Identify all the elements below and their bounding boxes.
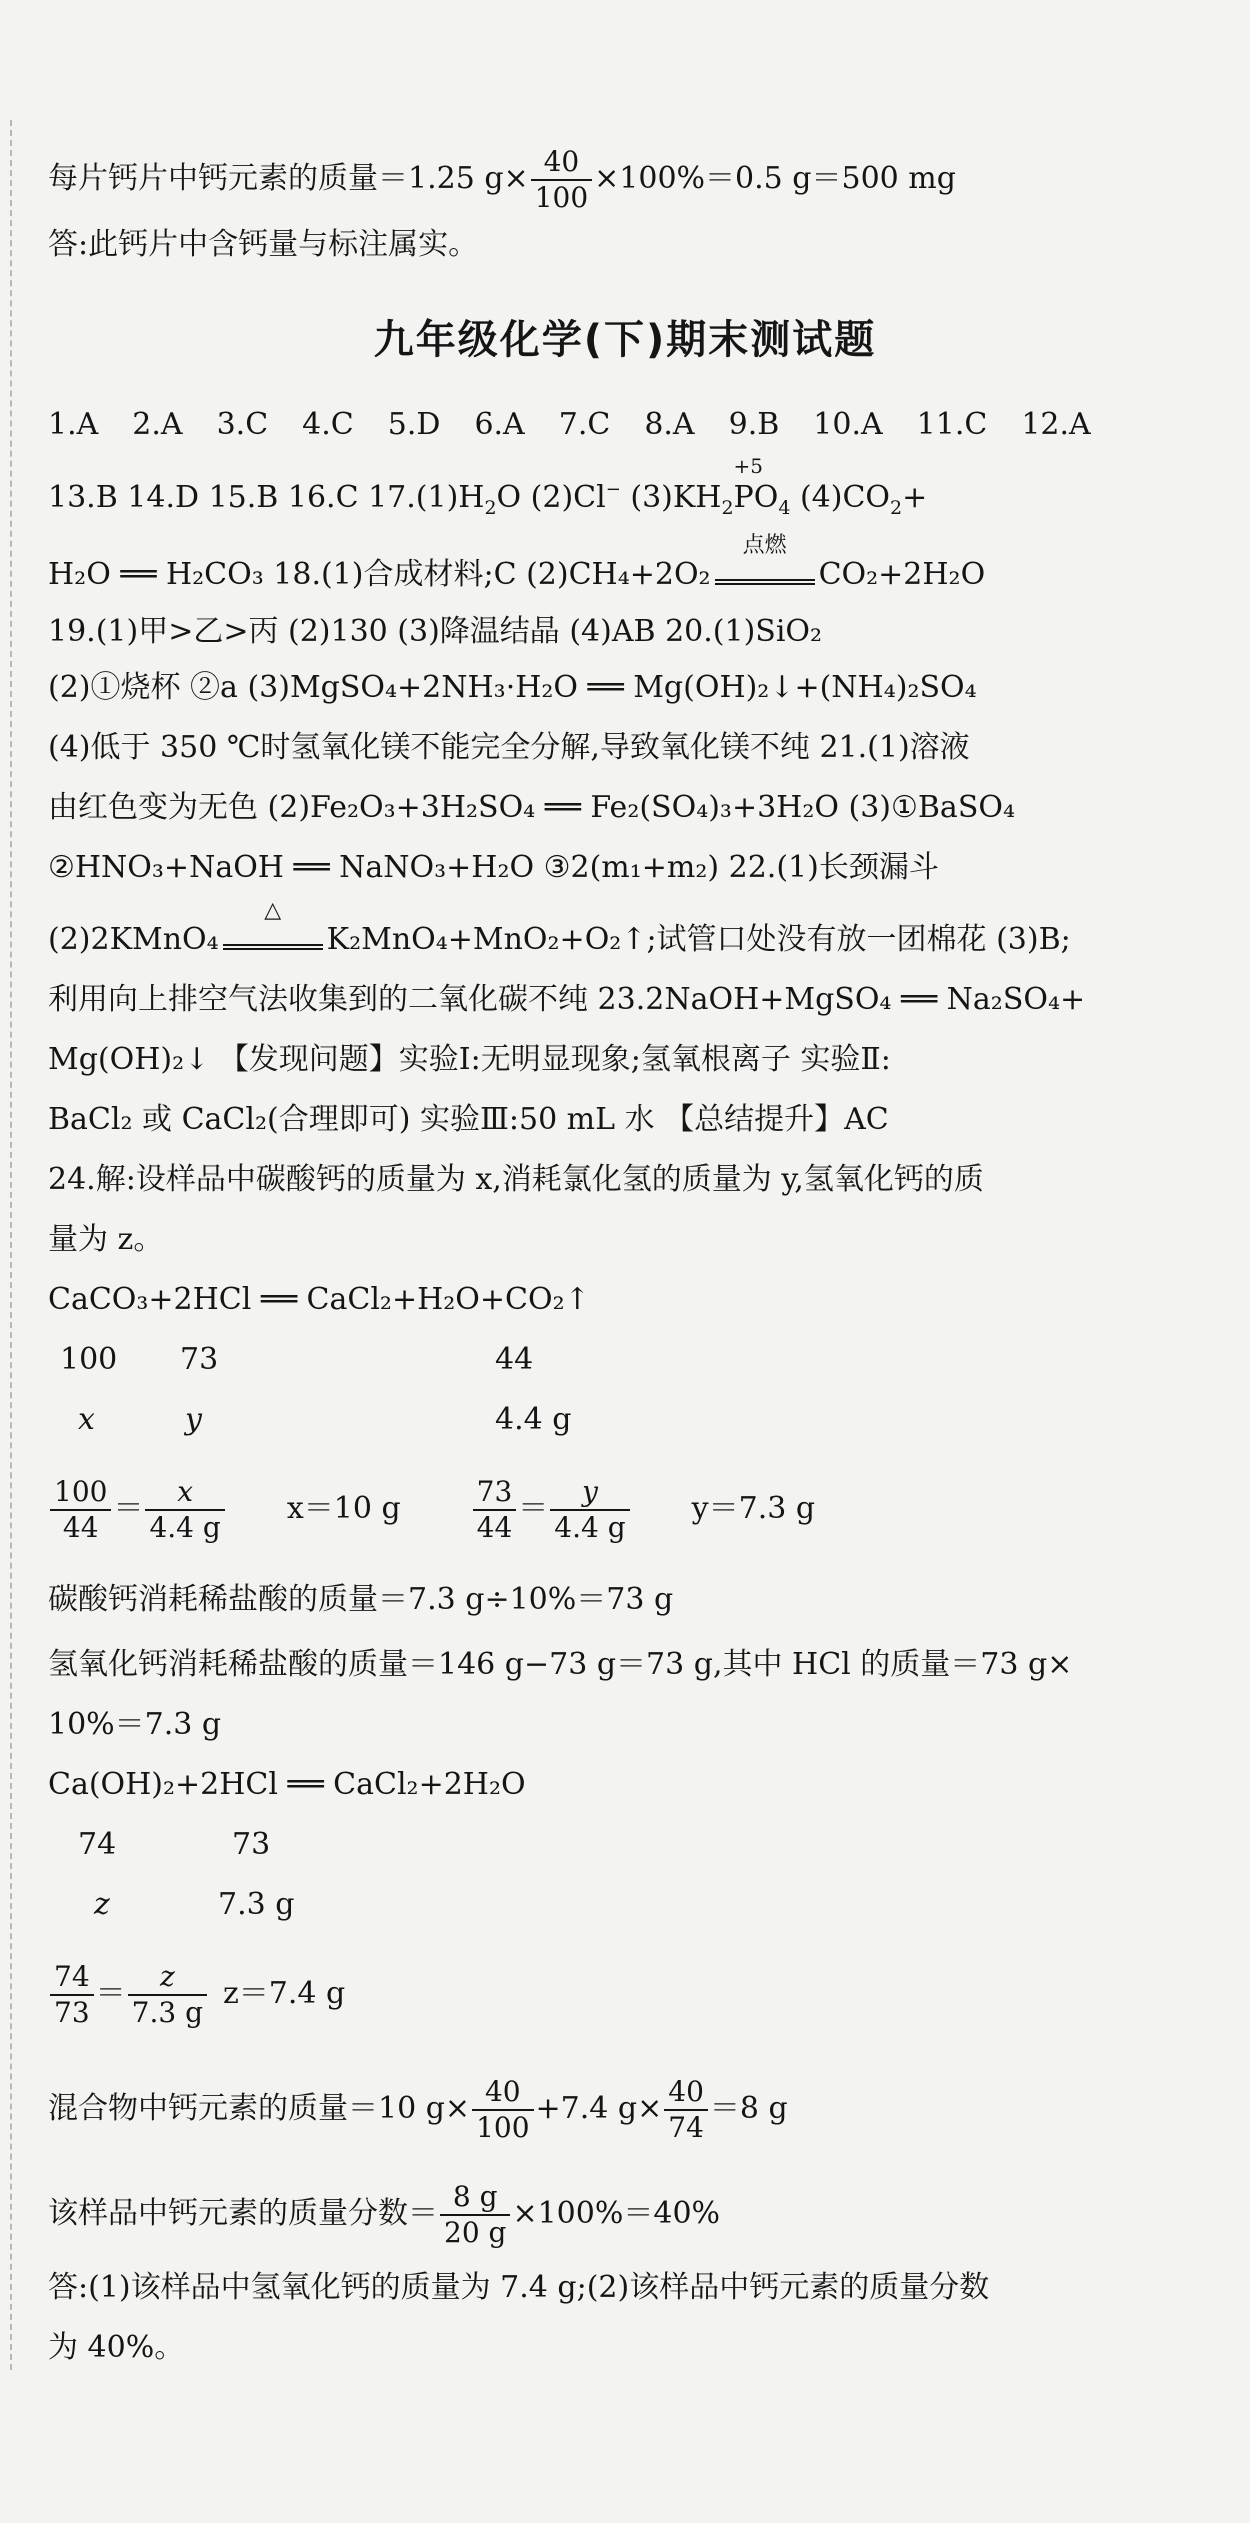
answer-item: 1.A [48,407,99,442]
eq2-coef-caoh2: 74 [78,1827,117,1862]
line-a: 碳酸钙消耗稀盐酸的质量＝7.3 g÷10%＝73 g [48,1582,674,1617]
equation-1: CaCO₃+2HCl ══ CaCl₂+H₂O+CO₂↑ [48,1282,590,1317]
percentage-line: 该样品中钙元素的质量分数＝ $\frac{8 g}{20 g}$ ×100%＝40% [48,2180,721,2249]
answers-row-13: 24.解:设样品中碳酸钙的质量为 x,消耗氯化氢的质量为 y,氢氧化钙的质 [48,1162,984,1197]
answers-row-8: ②HNO₃+NaOH ══ NaNO₃+H₂O ③2(m₁+m₂) 22.(1)长颈漏斗 [48,850,939,885]
margin-dashed-rule [10,120,12,2370]
calcium-mass-line: 每片钙片中钙元素的质量＝1.25 g× $\frac{40}{100}$ ×100%＝0.5 g＝500 mg [48,145,956,214]
answers-row-4: 19.(1)甲>乙>丙 (2)130 (3)降温结晶 (4)AB 20.(1)SiO₂ [48,614,823,649]
answers-row-7: 由红色变为无色 (2)Fe₂O₃+3H₂SO₄ ══ Fe₂(SO₄)₃+3H₂O (3)①BaSO₄ [48,790,1015,825]
answer-item: 2.A [132,407,183,442]
answer-item: 10.A [813,407,883,442]
ratio-line-1: $\frac{100}{44}$ ＝ $\frac{x}{4.4 g}$ x＝10 g $\frac{73}{44}$ ＝ $\frac{y}{4.4 g}$ y＝7.3 g [48,1475,1222,1545]
answer-item: 11.C [916,407,988,442]
answer-item: 7.C [558,407,611,442]
equation-2: Ca(OH)₂+2HCl ══ CaCl₂+2H₂O [48,1767,526,1802]
answers-row-11: Mg(OH)₂↓ 【发现问题】实验Ⅰ:无明显现象;氢氧根离子 实验Ⅱ: [48,1042,891,1077]
answer-item: 12.A [1021,407,1091,442]
fraction-40-100: $\frac{40}{100}$ [531,145,592,215]
answer-item: 3.C [216,407,269,442]
eq2-var-z: z [94,1887,110,1922]
line-c: 10%＝7.3 g [48,1707,222,1742]
eq1-coef-hcl: 73 [180,1342,219,1377]
answers-row-1 [48,405,1222,445]
answers-row-12: BaCl₂ 或 CaCl₂(合理即可) 实验Ⅲ:50 mL 水 【总结提升】AC [48,1102,889,1137]
answers-row-6: (4)低于 350 ℃时氢氧化镁不能完全分解,导致氧化镁不纯 21.(1)溶液 [48,730,970,765]
answers-row-10: 利用向上排空气法收集到的二氧化碳不纯 23.2NaOH+MgSO₄ ══ Na₂SO₄+ [48,982,1086,1017]
conclusion-line: 答:此钙片中含钙量与标注属实。 [48,227,479,262]
condition-ignite: 点燃 [715,556,815,596]
mixture-calcium-line: 混合物中钙元素的质量＝10 g× $\frac{40}{100}$ +7.4 g× $\frac{40}{74}$ ＝8 g [48,2075,788,2144]
eq2-mass-hcl: 7.3 g [218,1887,295,1922]
line-b: 氢氧化钙消耗稀盐酸的质量＝146 g−73 g＝73 g,其中 HCl 的质量＝73 g× [48,1647,1073,1682]
ratio-line-2: $\frac{74}{73}$ ＝ $\frac{z}{7.3 g}$ z＝7.4 g [48,1960,1222,2030]
answer-item: 5.D [387,407,441,442]
eq1-var-x: x [78,1402,95,1437]
eq1-var-y: y [185,1402,202,1437]
final-answer-2: 为 40%。 [48,2330,185,2365]
eq1-coef-co2: 44 [495,1342,534,1377]
answers-row-3: H₂O ══ H₂CO₃ 18.(1)合成材料;C (2)CH₄+2O₂ 点燃 CO₂+2H₂O [48,555,1222,596]
final-answer-1: 答:(1)该样品中氢氧化钙的质量为 7.4 g;(2)该样品中钙元素的质量分数 [48,2270,990,2305]
answers-row-2: 13.B 14.D 15.B 16.C $17.(1)H_2O$ (2)Cl− $(3)KH_2$ +5 $PO_4$ $(4)CO_2+$ [48,454,928,519]
answer-item: 6.A [474,407,525,442]
page-title: 九年级化学(下)期末测试题 [373,317,877,363]
answers-row-9: (2)2KMnO₄ △ K₂MnO₄+MnO₂+O₂↑;试管口处没有放一团棉花 (3)B; [48,920,1222,961]
answer-item: 4.C [302,407,354,442]
answers-row-5: (2)①烧杯 ②a (3)MgSO₄+2NH₃·H₂O ══ Mg(OH)₂↓+(NH₄)₂SO₄ [48,670,977,705]
condition-heat: △ [223,921,323,961]
answer-item: 8.A [644,407,695,442]
answer-item: 9.B [728,407,780,442]
eq2-coef-hcl: 73 [232,1827,271,1862]
eq1-mass-co2: 4.4 g [495,1402,572,1437]
eq1-coef-caco3: 100 [60,1342,118,1377]
answers-row-14: 量为 z。 [48,1222,164,1257]
